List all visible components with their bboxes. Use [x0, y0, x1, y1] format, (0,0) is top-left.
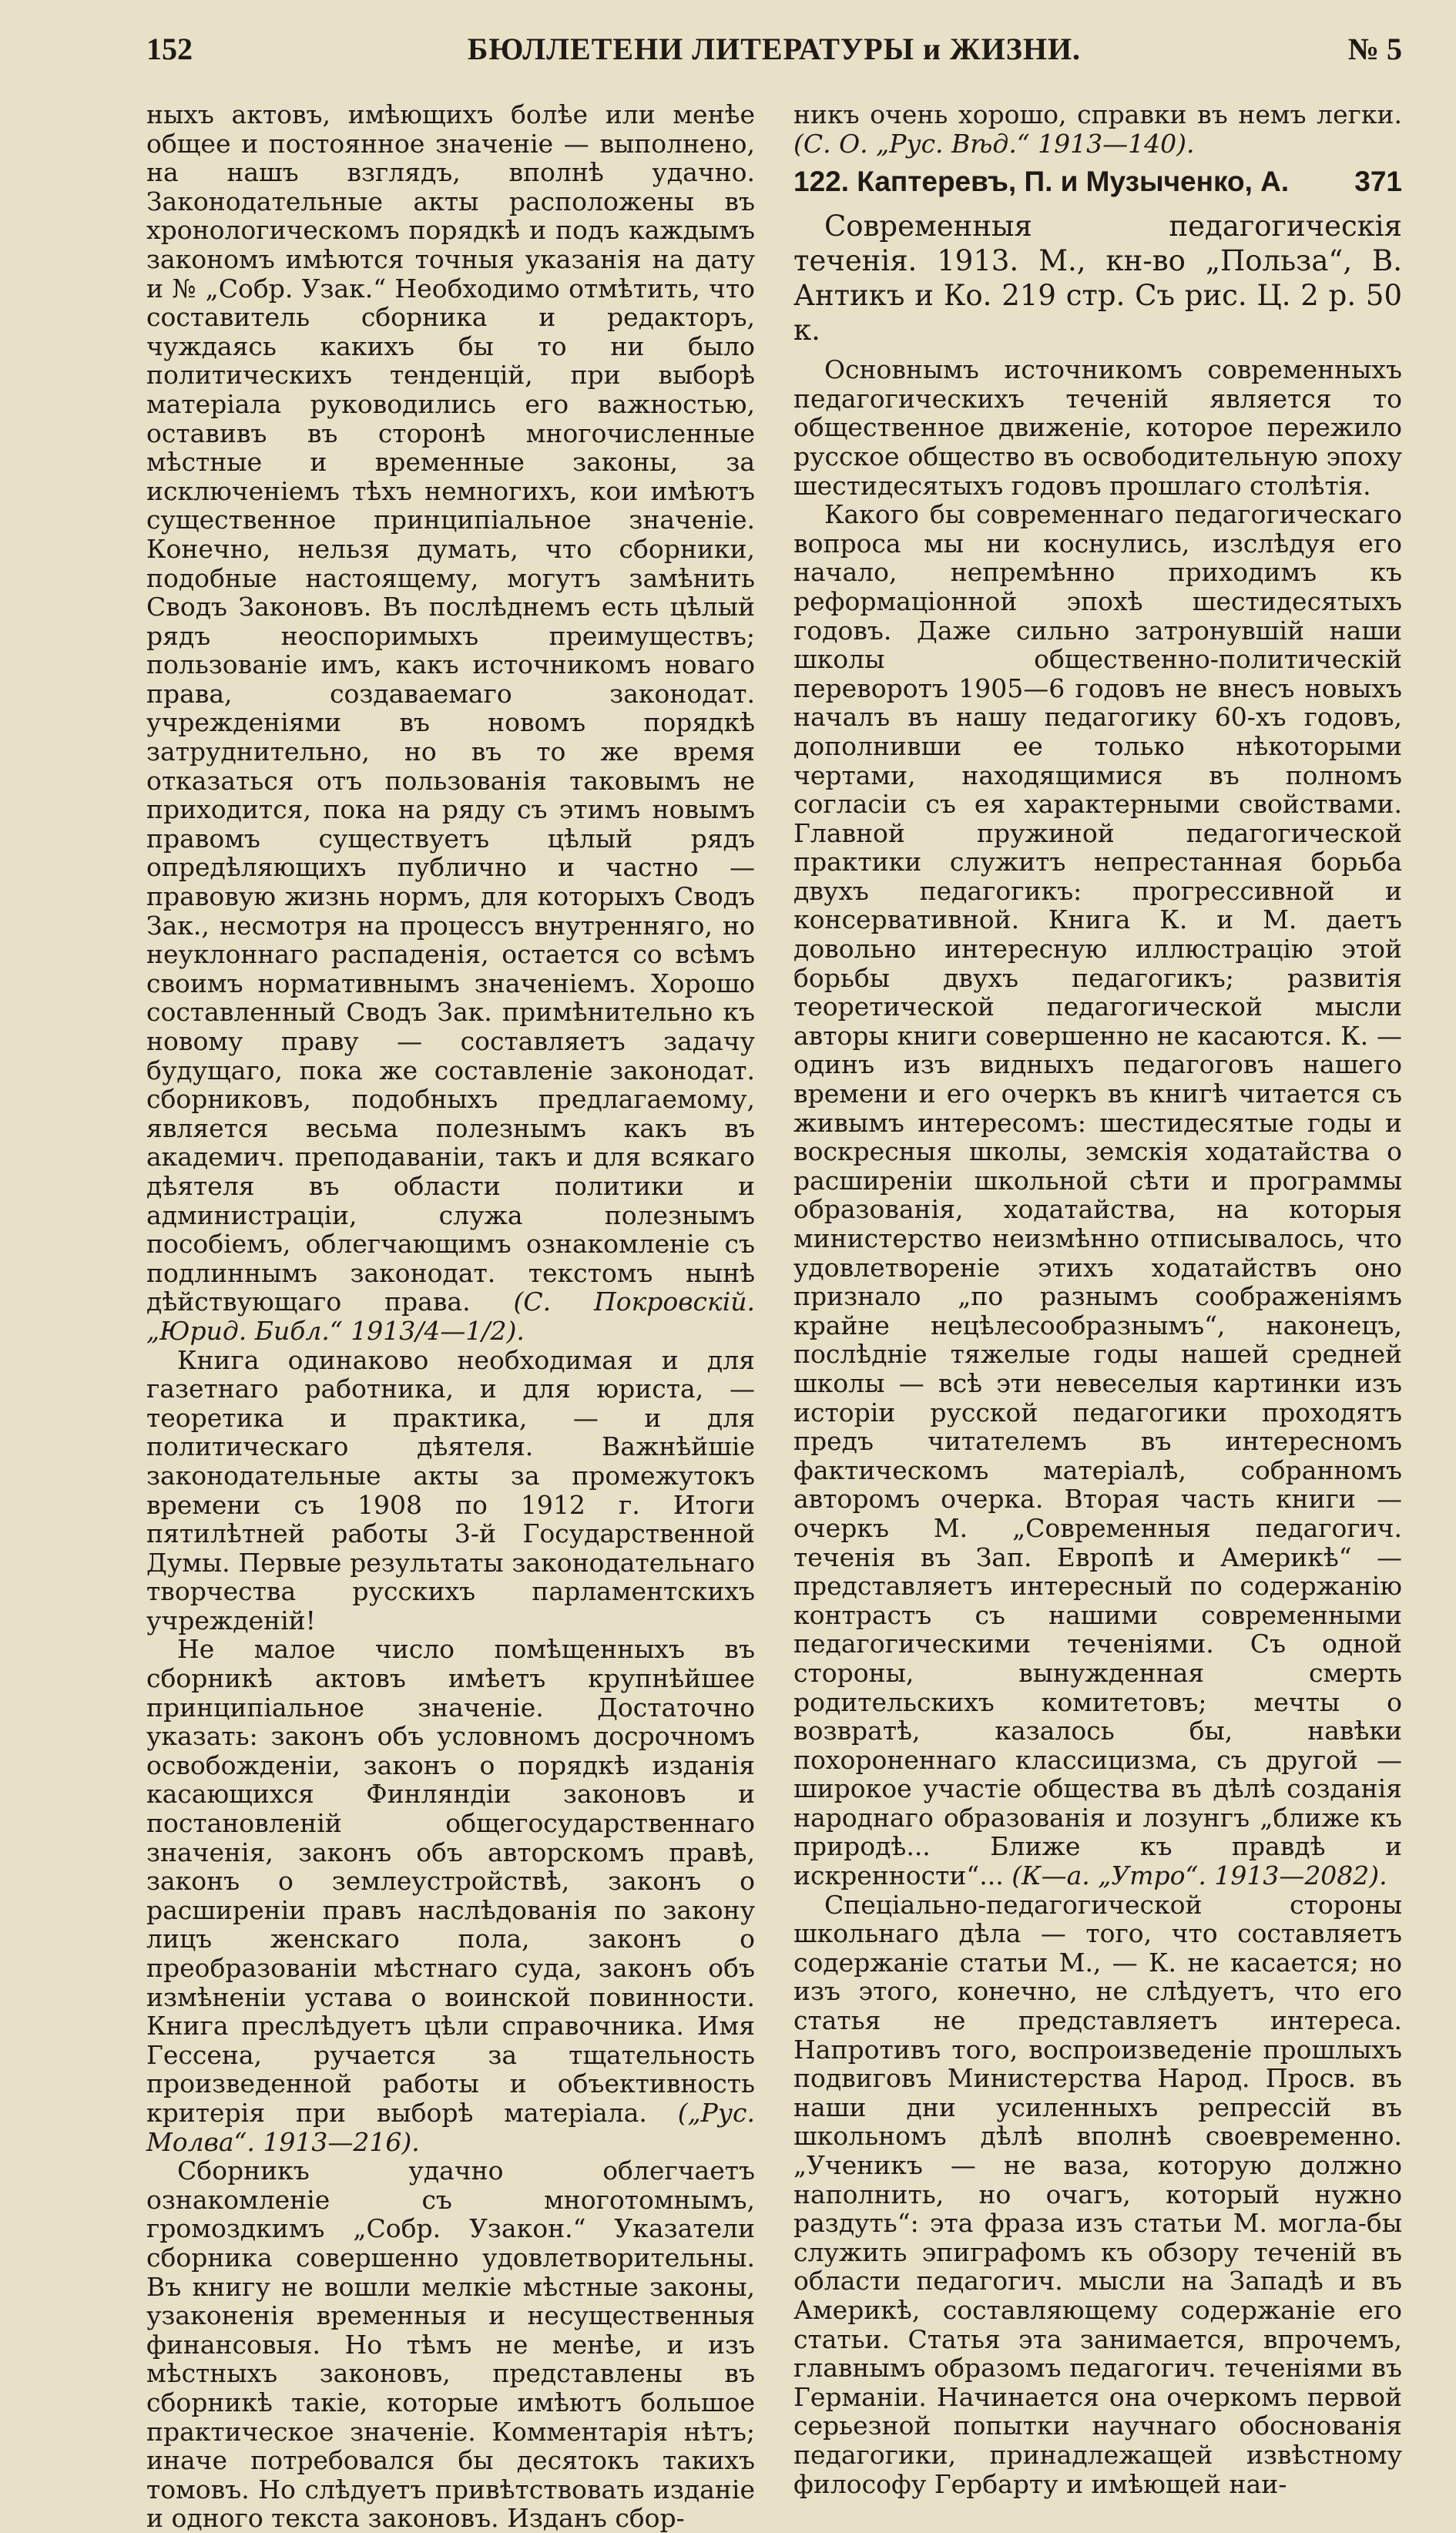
left-column — [146, 100, 755, 2533]
citation: (С. Покровскій. „Юрид. Библ.“ 1913/4—1/2). — [146, 1287, 755, 1346]
page-number: 152 — [146, 32, 193, 66]
paragraph-text: никъ очень хорошо, справки въ немъ легки. — [793, 99, 1402, 129]
paragraph-text: Сборникъ удачно облегчаетъ ознакомленіе съ многотомнымъ, громоздкимъ „Собр. Узакон.“ Указатели сборника совершенно удовлетворительны. Въ книгу не вошли мелкіе мѣстные законы, узаконенія временныя и несущественныя финансовыя. Но тѣмъ не менѣе, и изъ мѣстныхъ законовъ, представлены въ сборникѣ такіе, которые имѣютъ большое практическое значеніе. Комментарія нѣтъ; иначе потребовался бы десятокъ такихъ томовъ. Но слѣдуетъ привѣтствовать изданіе и одного текста законовъ. Изданъ сбор- — [146, 2156, 755, 2533]
entry-number-author: 122. Каптеревъ, П. и Музыченко, А. — [793, 166, 1290, 198]
paragraph — [793, 100, 1402, 158]
paragraph — [793, 500, 1402, 1891]
paragraph-text: Книга одинаково необходимая и для газетнаго работника, и для юриста, — теоретика и практика, — и для политическаго дѣятеля. Важнѣйшіе законодательные акты за промежутокъ времени съ 1908 по 1912 г. Итоги пятилѣтней работы 3-й Государственной Думы. Первые результаты законодательнаго творчества русскихъ парламентскихъ учрежденій! — [146, 1344, 755, 1636]
paragraph — [146, 100, 755, 1346]
right-column — [793, 100, 1402, 2498]
paragraph-text: Спеціально-педагогической стороны школьнаго дѣла — того, что составляетъ содержаніе статьи М., — К. не касается; но изъ этого, конечно, не слѣдуетъ, что его статья не представляетъ интереса. Напротивъ того, воспроизведеніе прошлыхъ подвиговъ Министерства Народ. Просв. въ наши дни усиленныхъ репрессій въ школьномъ дѣлѣ вполнѣ своевременно. „Ученикъ — не ваза, которую должно наполнить, но очагъ, который нужно раздуть“: эта фраза изъ статьи М. могла-бы служить эпиграфомъ къ обзору теченій въ области педагогич. мысли на Западѣ и въ Америкѣ, составляющему содержаніе его статьи. Статья эта занимается, впрочемъ, главнымъ образомъ педагогич. теченіями въ Германіи. Начинается она очеркомъ первой серьезной попытки научнаго обоснованія педагогики, принадлежащей извѣстному философу Гербарту и имѣющей наи- — [793, 1889, 1402, 2499]
paragraph-text: Основнымъ источникомъ современныхъ педагогическихъ теченій является то общественное движеніе, которое пережило русское общество въ освободительную эпоху шестидесятыхъ годовъ прошлаго столѣтія. — [793, 354, 1402, 501]
paragraph-text: Не малое число помѣщенныхъ въ сборникѣ актовъ имѣетъ крупнѣйшее принципіальное значеніе. Достаточно указать: законъ объ условномъ досрочномъ освобожденіи, законъ о порядкѣ изданія касающихся Финляндіи законовъ и постановленій общегосударственнаго значенія, законъ объ авторскомъ правѣ, законъ о землеустройствѣ, законъ о расширеніи правъ наслѣдованія по закону лицъ женскаго пола, законъ о преобразованіи мѣстнаго суда, законъ объ измѣненіи устава о воинской повинности. Книга преслѣдуетъ цѣли справочника. Имя Гессена, ручается за тщательность произведенной работы и объективность критерія при выборѣ матеріала. — [146, 1634, 755, 2128]
page-header — [146, 31, 1402, 77]
journal-title: БЮЛЛЕТЕНИ ЛИТЕРАТУРЫ и ЖИЗНИ. — [467, 32, 1082, 66]
citation: (К—а. „Утро“. 1913—2082). — [1011, 1860, 1387, 1891]
paragraph — [793, 355, 1402, 500]
entry-code: 371 — [1354, 166, 1402, 198]
entry-heading — [793, 167, 1402, 203]
citation: („Рус. Молва“. 1913—216). — [146, 2097, 755, 2157]
paragraph — [146, 1635, 755, 2156]
paragraph — [146, 2156, 755, 2533]
issue-number: № 5 — [1347, 32, 1402, 66]
paragraph-text: ныхъ актовъ, имѣющихъ болѣе или менѣе общее и постоянное значеніе — выполнено, на нашъ взглядъ, вполнѣ удачно. Законодательные акты расположены въ хронологическомъ порядкѣ и подъ каждымъ закономъ имѣются точныя указанія на дату и № „Собр. Узак.“ Необходимо отмѣтить, что составитель сборника и редакторъ, чуждаясь какихъ бы то ни было политическихъ тенденцій, при выборѣ матеріала руководились его важностью, оставивъ въ сторонѣ многочисленные мѣстные и временные законы, за исключеніемъ тѣхъ немногихъ, кои имѣютъ существенное принципіальное значеніе. Конечно, нельзя думать, что сборники, подобные настоящему, могутъ замѣнить Сводъ Законовъ. Въ послѣднемъ есть цѣлый рядъ неоспоримыхъ преимуществъ; пользованіе имъ, какъ источникомъ новаго права, создаваемаго законодат. учрежденіями въ новомъ порядкѣ затруднительно, но въ то же время отказаться отъ пользованія таковымъ не приходится, пока на ряду съ этимъ новымъ правомъ существуетъ цѣлый рядъ опредѣляющихъ публично и частно — правовую жизнь нормъ, для которыхъ Сводъ Зак., несмотря на процессъ внутренняго, но неуклоннаго распаденія, остается со всѣмъ своимъ нормативнымъ значеніемъ. Хорошо составленный Сводъ Зак. примѣнительно къ новому праву — составляетъ задачу будущаго, пока же составленіе законодат. сборниковъ, подобныхъ предлагаемому, является весьма полезнымъ какъ въ академич. преподаваніи, такъ и для всякаго дѣятеля въ области политики и администраціи, служа полезнымъ пособіемъ, облегчающимъ ознакомленіе съ подлиннымъ законодат. текстомъ нынѣ дѣйствующаго права. — [146, 99, 755, 1317]
citation: (С. О. „Рус. Вѣд.“ 1913—140). — [793, 128, 1195, 159]
paragraph — [793, 1891, 1402, 2498]
paragraph-text: Какого бы современнаго педагогическаго вопроса мы ни коснулись, изслѣдуя его начало, непремѣнно приходимъ къ реформаціонной эпохѣ шестидесятыхъ годовъ. Даже сильно затронувшій наши школы общественно-политическій переворотъ 1905—6 годовъ не внесъ новыхъ началъ въ нашу педагогику 60-хъ годовъ, дополнивши ее только нѣкоторыми чертами, находящимися въ полномъ согласіи съ ея характерными свойствами. Главной пружиной педагогической практики служитъ непрестанная борьба двухъ педагогикъ: прогрессивной и консервативной. Книга К. и М. даетъ довольно интересную иллюстрацію этой борьбы двухъ педагогикъ; развитія теоретической педагогической мысли авторы книги совершенно не касаются. К. — одинъ изъ видныхъ педагоговъ нашего времени и его очеркъ въ книгѣ читается съ живымъ интересомъ: шестидесятые годы и воскресныя школы, земскія ходатайства о расширеніи школьной сѣти и программы образованія, ходатайства, на которыя министерство неизмѣнно отписывалось, что удовлетвореніе этихъ ходатайствъ оно признало „по разнымъ соображеніямъ крайне нецѣлесообразнымъ“, наконецъ, послѣдніе тяжелые годы нашей средней школы — всѣ эти невеселыя картинки изъ исторіи русской педагогики проходятъ предъ читателемъ въ интересномъ фактическомъ матеріалѣ, собранномъ авторомъ очерка. Вторая часть книги — очеркъ М. „Современныя педагогич. теченія въ Зап. Европѣ и Америкѣ“ — представляетъ интересный по содержанію контрастъ съ нашими современными педагогическими теченіями. Съ одной стороны, вынужденная смерть родительскихъ комитетовъ; мечты о возвратѣ, казалось бы, навѣки похороненнаго классицизма, съ другой — широкое участіе общества въ дѣлѣ созданія народнаго образованія и лозунгъ „ближе къ природѣ... Ближе къ правдѣ и искренности“... — [793, 499, 1402, 1891]
paragraph — [146, 1346, 755, 1636]
entry-title: Современныя педагогическія теченія. 1913. М., кн-во „Польза“, В. Антикъ и Ко. 219 стр. Съ рис. Ц. 2 р. 50 к. — [793, 210, 1402, 347]
